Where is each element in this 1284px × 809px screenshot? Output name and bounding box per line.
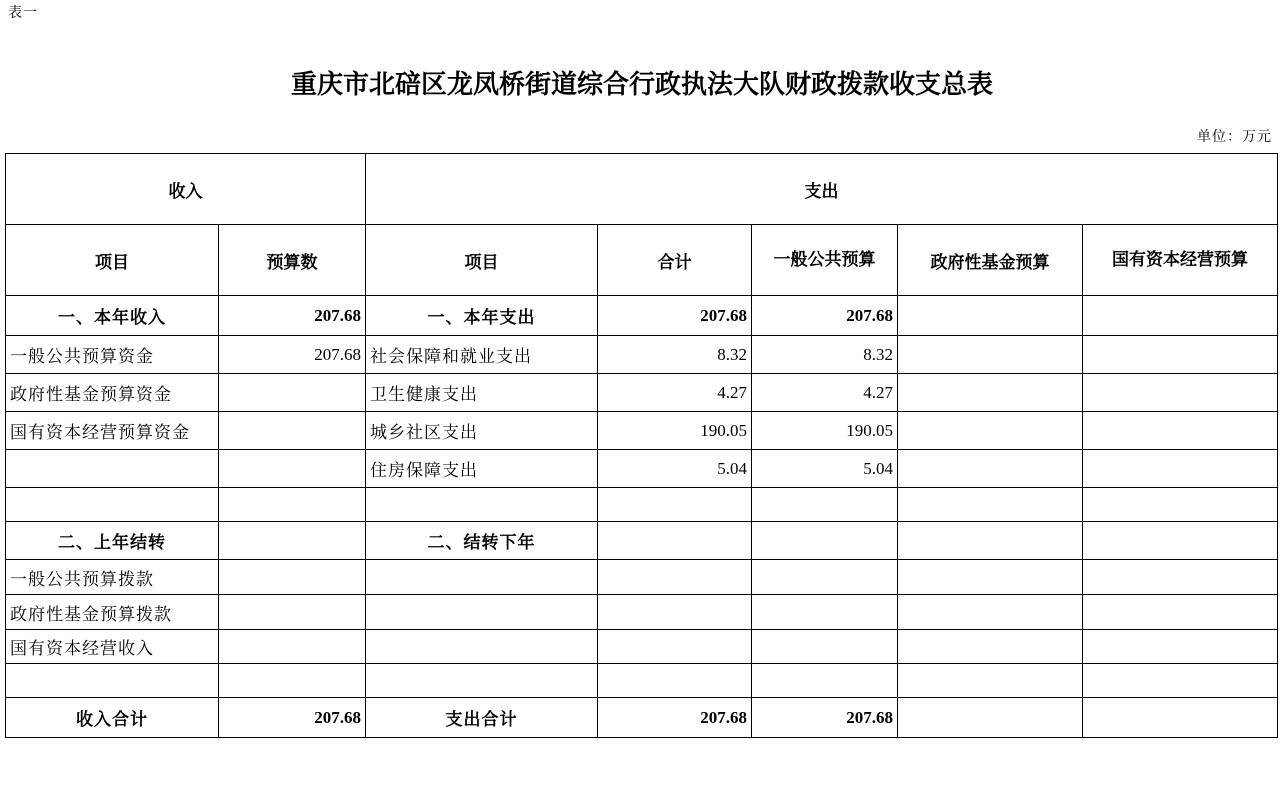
expense-general: 8.32 (752, 336, 898, 374)
state-capital-header: 国有资本经营预算 (1083, 225, 1278, 296)
expense-capital (1083, 595, 1278, 630)
header-row-top (6, 154, 1278, 225)
table-row (6, 488, 1278, 522)
expense-fund (898, 450, 1083, 488)
income-amount (219, 595, 366, 630)
expense-general (752, 630, 898, 664)
income-item: 政府性基金预算资金 (6, 374, 219, 412)
expense-item: 一、本年支出 (366, 296, 598, 336)
expense-capital (1083, 450, 1278, 488)
expense-fund (898, 560, 1083, 595)
income-item (6, 664, 219, 698)
expense-capital (1083, 336, 1278, 374)
table-row (6, 522, 1278, 560)
unit-label: 单位：万元 (1197, 129, 1272, 145)
expense-item (366, 664, 598, 698)
expense-total: 207.68 (598, 296, 752, 336)
general-public-header: 一般公共预算 (752, 225, 898, 296)
income-amount: 207.68 (219, 336, 366, 374)
table-row (6, 595, 1278, 630)
expense-item (366, 630, 598, 664)
income-amount (219, 374, 366, 412)
expense-total (598, 522, 752, 560)
expense-general (752, 664, 898, 698)
expense-total (598, 664, 752, 698)
expense-item: 社会保障和就业支出 (366, 336, 598, 374)
expense-item (366, 560, 598, 595)
expense-capital (1083, 560, 1278, 595)
expense-total: 5.04 (598, 450, 752, 488)
expense-total: 4.27 (598, 374, 752, 412)
expense-general (752, 595, 898, 630)
expense-general (752, 488, 898, 522)
income-item (6, 450, 219, 488)
expense-capital (1083, 374, 1278, 412)
expense-capital (1083, 296, 1278, 336)
total-header: 合计 (598, 225, 752, 296)
expense-general: 5.04 (752, 450, 898, 488)
expense-total-general: 207.68 (752, 698, 898, 738)
income-item: 一、本年收入 (6, 296, 219, 336)
budget-amount-header: 预算数 (219, 225, 366, 296)
expense-item: 卫生健康支出 (366, 374, 598, 412)
expense-item: 城乡社区支出 (366, 412, 598, 450)
income-amount (219, 664, 366, 698)
income-amount (219, 450, 366, 488)
expense-capital (1083, 488, 1278, 522)
expense-header: 支出 (366, 154, 1278, 225)
table-label: 表一 (8, 5, 38, 21)
expense-general (752, 522, 898, 560)
income-total-amount: 207.68 (219, 698, 366, 738)
expense-capital (1083, 630, 1278, 664)
expense-total: 8.32 (598, 336, 752, 374)
expense-total-label: 支出合计 (366, 698, 598, 738)
expense-total-amount: 207.68 (598, 698, 752, 738)
expense-general: 4.27 (752, 374, 898, 412)
expense-capital (1083, 664, 1278, 698)
expense-fund (898, 522, 1083, 560)
table-row (6, 560, 1278, 595)
totals-row (6, 698, 1278, 738)
expense-capital (1083, 412, 1278, 450)
table-row (6, 412, 1278, 450)
table-row (6, 336, 1278, 374)
income-amount (219, 560, 366, 595)
expense-item-header: 项目 (366, 225, 598, 296)
expense-item (366, 595, 598, 630)
expense-total-fund (898, 698, 1083, 738)
expense-general: 207.68 (752, 296, 898, 336)
expense-general (752, 560, 898, 595)
expense-item (366, 488, 598, 522)
income-item (6, 488, 219, 522)
expense-fund (898, 336, 1083, 374)
expense-capital (1083, 522, 1278, 560)
expense-fund (898, 630, 1083, 664)
table-row (6, 664, 1278, 698)
expense-fund (898, 595, 1083, 630)
expense-fund (898, 374, 1083, 412)
income-item: 一般公共预算拨款 (6, 560, 219, 595)
expense-total: 190.05 (598, 412, 752, 450)
budget-summary-table (5, 153, 1278, 738)
gov-fund-header: 政府性基金预算 (898, 225, 1083, 296)
income-amount (219, 630, 366, 664)
header-row-columns (6, 225, 1278, 296)
expense-total (598, 560, 752, 595)
income-item: 国有资本经营预算资金 (6, 412, 219, 450)
income-item: 政府性基金预算拨款 (6, 595, 219, 630)
income-item: 一般公共预算资金 (6, 336, 219, 374)
table-row (6, 374, 1278, 412)
expense-item: 二、结转下年 (366, 522, 598, 560)
table-row (6, 450, 1278, 488)
expense-total (598, 488, 752, 522)
expense-item: 住房保障支出 (366, 450, 598, 488)
expense-fund (898, 296, 1083, 336)
expense-total (598, 630, 752, 664)
income-amount: 207.68 (219, 296, 366, 336)
expense-fund (898, 488, 1083, 522)
income-total-label: 收入合计 (6, 698, 219, 738)
expense-fund (898, 664, 1083, 698)
income-item: 二、上年结转 (6, 522, 219, 560)
income-header: 收入 (6, 154, 366, 225)
expense-total-capital (1083, 698, 1278, 738)
expense-fund (898, 412, 1083, 450)
income-amount (219, 412, 366, 450)
table-row (6, 630, 1278, 664)
table-row (6, 296, 1278, 336)
income-amount (219, 488, 366, 522)
income-item: 国有资本经营收入 (6, 630, 219, 664)
income-item-header: 项目 (6, 225, 219, 296)
income-amount (219, 522, 366, 560)
expense-general: 190.05 (752, 412, 898, 450)
expense-total (598, 595, 752, 630)
page-title: 重庆市北碚区龙凤桥街道综合行政执法大队财政拨款收支总表 (290, 70, 993, 100)
